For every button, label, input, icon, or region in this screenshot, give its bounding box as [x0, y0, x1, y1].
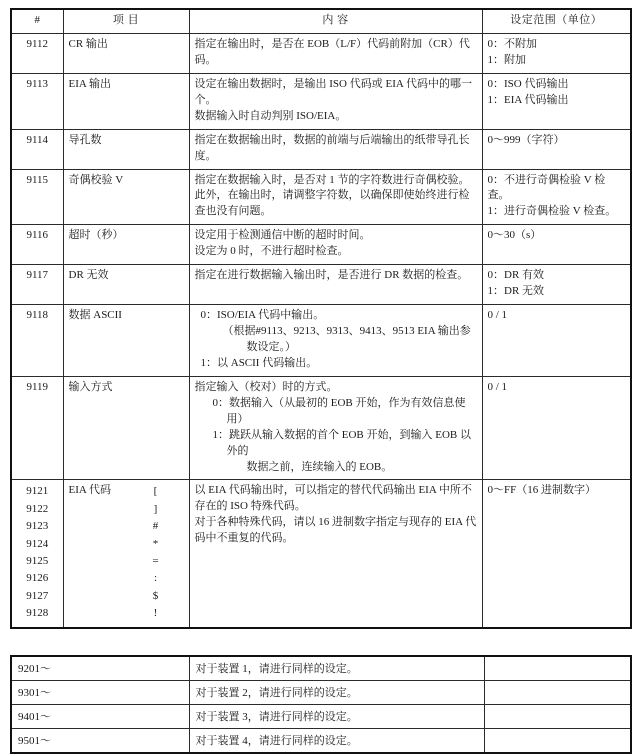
param-item: 导孔数: [63, 129, 189, 169]
device-table-body: [11, 656, 631, 753]
param-range: [482, 73, 631, 129]
desc-line: 指定输入（校对）时的方式。: [194, 380, 338, 393]
range-line: 1：DR 无效: [487, 285, 545, 298]
param-number: 9116: [11, 225, 63, 265]
param-description: [189, 265, 482, 305]
desc-line: 指定在进行数据输入输出时，是否进行 DR 数据的检查。: [194, 269, 469, 282]
param-number: 9119: [11, 376, 63, 480]
device-number: 9201～: [11, 656, 189, 681]
range-line: 0 / 1: [487, 380, 508, 393]
range-line: 0～FF（16 进制数字）: [487, 484, 596, 497]
desc-line: 对于各种特殊代码，请以 16 进制数字指定与现存的 EIA 代码中不重复的代码。: [194, 516, 477, 545]
param-number: 9114: [11, 129, 63, 169]
column-header-content: 内 容: [189, 9, 482, 33]
param-description: [189, 376, 482, 480]
param-item: 奇偶校验 V: [63, 169, 189, 225]
device-range-blank: [484, 680, 631, 704]
range-line: 0～999（字符）: [487, 133, 565, 146]
param-description: [189, 33, 482, 73]
param-number: 9124: [26, 537, 49, 550]
param-number: 9122: [26, 502, 49, 515]
device-range-blank: [484, 728, 631, 753]
device-description: 对于装置 3，请进行同样的设定。: [189, 704, 484, 728]
column-header-number: #: [11, 9, 63, 33]
device-number: 9401～: [11, 704, 189, 728]
param-item: 超时（秒）: [63, 225, 189, 265]
eia-symbol: =: [152, 555, 159, 567]
eia-symbol: ]: [153, 502, 158, 515]
table-row: [11, 33, 631, 73]
desc-line: 指定在数据输入时，是否对 1 节的字符数进行奇偶校验。: [194, 173, 470, 186]
param-number: 9125: [26, 555, 49, 567]
param-range: [482, 169, 631, 225]
param-number: 9115: [11, 169, 63, 225]
param-number: 9112: [11, 33, 63, 73]
column-header-range: 设定范围（单位）: [482, 9, 631, 33]
param-item: 输入方式: [63, 376, 189, 480]
table-row: [11, 728, 631, 753]
param-range: [482, 33, 631, 73]
column-header-item: 项 目: [63, 9, 189, 33]
param-number: 9121: [26, 485, 49, 498]
range-line: 0：DR 有效: [487, 269, 545, 282]
desc-option-1: 1：以 ASCII 代码输出。: [200, 356, 318, 369]
table-header-row: [11, 9, 631, 33]
desc-line: 指定在输出时，是否在 EOB（L/F）代码前附加（CR）代码。: [194, 37, 470, 66]
range-line: 0：不附加: [487, 37, 537, 50]
device-range-blank: [484, 656, 631, 681]
table-row: [11, 305, 631, 377]
parameter-table: [10, 8, 632, 629]
device-number: 9301～: [11, 680, 189, 704]
eia-label: EIA 代码: [68, 484, 111, 497]
desc-option-1: 1：跳跃从输入数据的首个 EOB 开始，到输入 EOB 以外的: [212, 428, 471, 457]
table-row: [11, 225, 631, 265]
range-line: 0～30（s）: [487, 229, 542, 242]
device-table: [10, 655, 632, 754]
param-description: [189, 73, 482, 129]
param-description: [189, 129, 482, 169]
param-item: 数据 ASCII: [63, 305, 189, 377]
eia-code-block: [68, 483, 184, 620]
desc-line: 以 EIA 代码输出时，可以指定的替代代码输出 EIA 中所不存在的 ISO 特殊代码。: [194, 484, 472, 513]
table-body: [11, 33, 631, 627]
range-line: 0 / 1: [487, 309, 508, 322]
param-number: 9123: [26, 520, 49, 533]
param-item: EIA 输出: [63, 73, 189, 129]
eia-symbol: *: [152, 537, 159, 550]
param-number: 9128: [26, 607, 49, 620]
table-row: [11, 656, 631, 681]
param-range: [482, 225, 631, 265]
param-item: CR 输出: [63, 33, 189, 73]
device-number: 9501～: [11, 728, 189, 753]
table-row: [11, 265, 631, 305]
param-item: DR 无效: [63, 265, 189, 305]
table-row: [11, 73, 631, 129]
param-range: [482, 265, 631, 305]
param-range: [482, 305, 631, 377]
desc-line: 设定在输出数据时，是输出 ISO 代码或 EIA 代码中的哪一个。: [194, 77, 472, 106]
table-row: [11, 129, 631, 169]
desc-option-0: 0：数据输入（从最初的 EOB 开始，作为有效信息使用）: [212, 396, 466, 425]
param-number: 9118: [11, 305, 63, 377]
desc-option-0: 0：ISO/EIA 代码中输出。: [200, 309, 325, 322]
table-row: [11, 376, 631, 480]
param-number: 9117: [11, 265, 63, 305]
device-description: 对于装置 4，请进行同样的设定。: [189, 728, 484, 753]
param-item-eia: [63, 480, 189, 628]
desc-note: （根据#9113、9213、9313、9413、9513 EIA 输出参: [222, 325, 471, 337]
desc-line: 设定为 0 时，不进行超时检查。: [194, 245, 349, 258]
eia-symbol: #: [152, 520, 159, 533]
desc-line: 数据输入时自动判别 ISO/EIA。: [194, 109, 347, 122]
device-range-blank: [484, 704, 631, 728]
param-range: [482, 129, 631, 169]
table-header: [11, 9, 631, 33]
table-row: [11, 704, 631, 728]
param-range: [482, 376, 631, 480]
range-line: 0：ISO 代码输出: [487, 77, 569, 90]
range-line: 1：进行奇偶检验 V 检查。: [487, 205, 617, 218]
eia-symbol: !: [153, 607, 158, 620]
param-number: 9126: [26, 572, 49, 585]
range-line: 1：附加: [487, 53, 526, 66]
desc-line: 设定用于检测通信中断的超时时间。: [194, 229, 371, 242]
device-description: 对于装置 2，请进行同样的设定。: [189, 680, 484, 704]
device-description: 对于装置 1，请进行同样的设定。: [189, 656, 484, 681]
param-description: [189, 169, 482, 225]
param-description: [189, 305, 482, 377]
eia-symbol: [: [153, 485, 158, 498]
range-line: 1：EIA 代码输出: [487, 93, 569, 106]
param-description: [189, 480, 482, 628]
param-range: [482, 480, 631, 628]
param-number: 9127: [26, 589, 49, 602]
param-number: 9113: [11, 73, 63, 129]
table-row: [11, 169, 631, 225]
desc-line: 指定在数据输出时，数据的前端与后端输出的纸带导孔长度。: [194, 133, 470, 162]
table-gap: [10, 629, 630, 655]
eia-symbol-list: [141, 483, 171, 622]
desc-option-1-cont: 数据之前，连续输入的 EOB。: [246, 460, 393, 473]
param-description: [189, 225, 482, 265]
desc-line: 此外，在输出时，请调整字符数，以确保即使始终进行检查也没有问题。: [194, 189, 470, 218]
eia-symbol: $: [152, 589, 159, 602]
range-line: 0：不进行奇偶检验 V 检查。: [487, 173, 606, 202]
param-number-list: [11, 480, 63, 628]
desc-note-cont: 数设定。）: [246, 340, 296, 353]
table-row: [11, 680, 631, 704]
eia-symbol: :: [153, 572, 158, 585]
table-row-eia-codes: [11, 480, 631, 628]
